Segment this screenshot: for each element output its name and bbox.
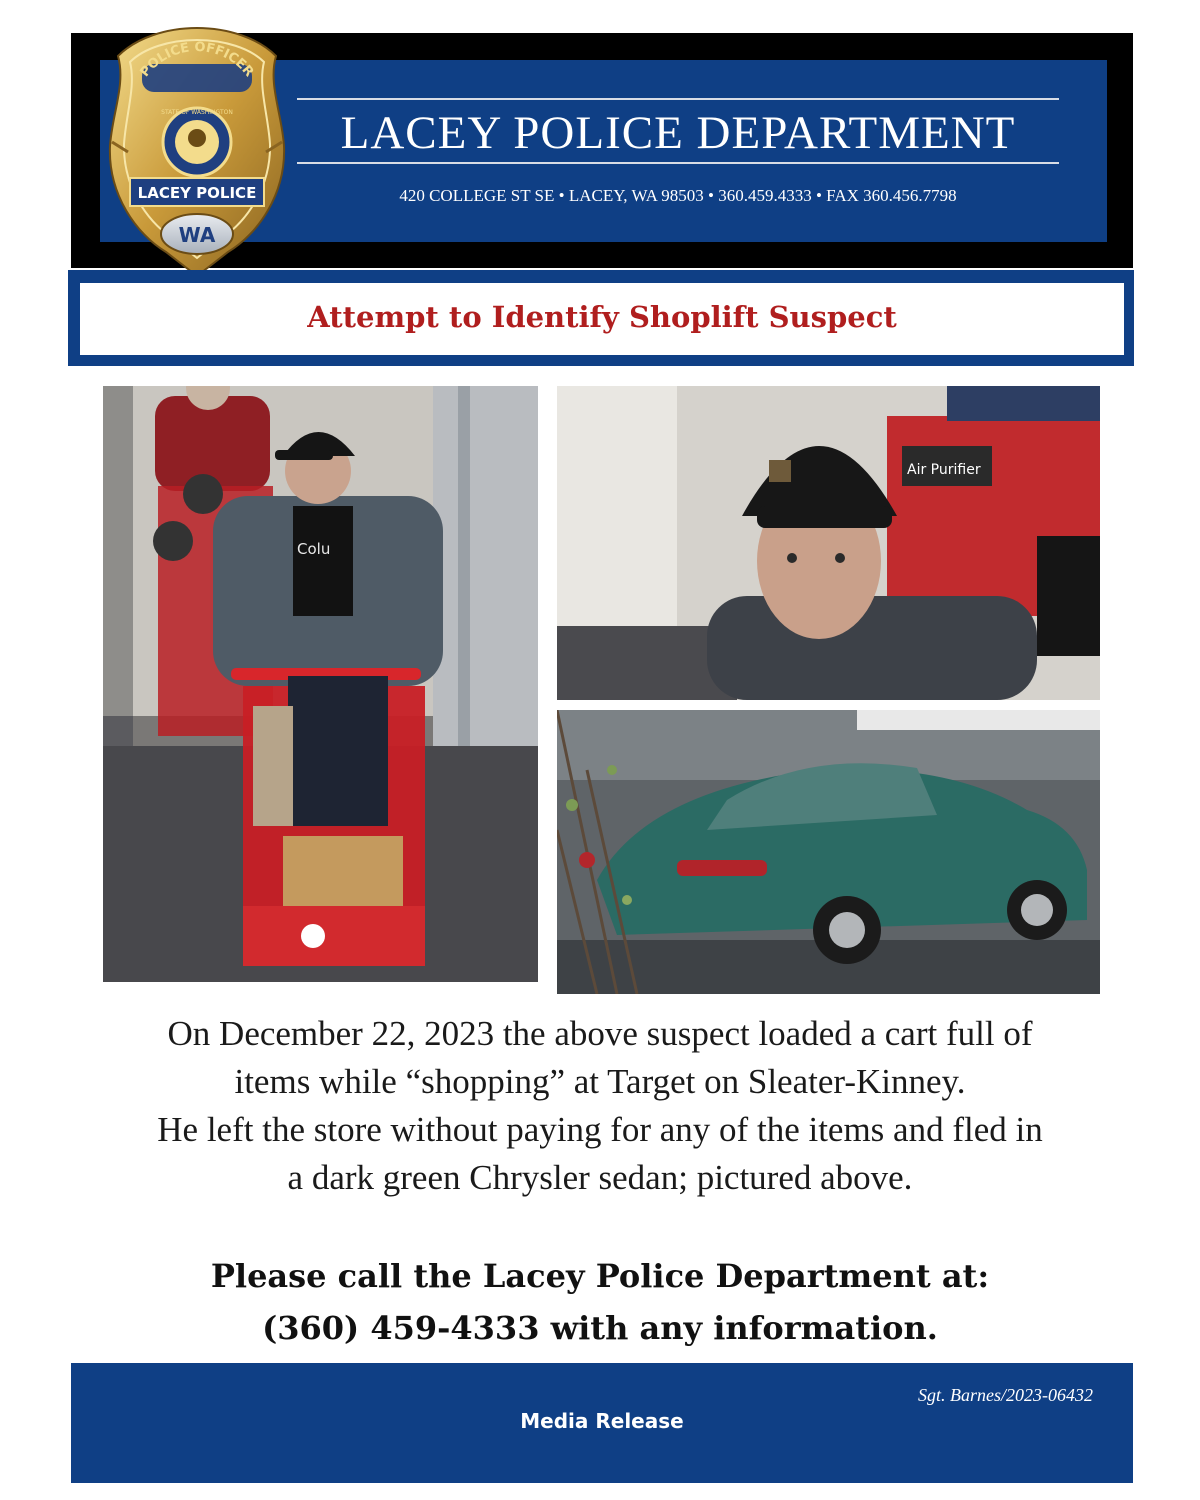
- case-reference: Sgt. Barnes/2023-06432: [918, 1385, 1093, 1405]
- incident-description: [60, 1010, 1140, 1202]
- description-line: On December 22, 2023 the above suspect loaded a cart full of: [167, 1014, 1033, 1053]
- department-address: 420 COLLEGE ST SE • LACEY, WA 98503 • 360.459.4333 • FAX 360.456.7798: [399, 186, 957, 205]
- call-line: Please call the Lacey Police Department at:: [210, 1257, 990, 1295]
- police-badge-icon: [108, 24, 286, 280]
- media-release-label: Media Release: [520, 1409, 684, 1433]
- notice-title: Attempt to Identify Shoplift Suspect: [307, 300, 897, 334]
- call-to-action: [60, 1250, 1140, 1354]
- badge-top-text: POLICE OFFICER: [137, 39, 257, 80]
- shirt-logo-text: Colu: [297, 540, 331, 558]
- badge-seal-text: STATE OF WASHINGTON: [161, 109, 233, 116]
- call-line-phone: (360) 459-4333 with any information.: [262, 1309, 938, 1347]
- suspect-vehicle-photo: [557, 710, 1100, 994]
- suspect-entrance-photo: [103, 386, 538, 982]
- shelf-sign-text: Air Purifier: [907, 462, 981, 478]
- description-line: He left the store without paying for any of the items and fled in: [157, 1110, 1043, 1149]
- department-name: LACEY POLICE DEPARTMENT: [340, 107, 1016, 159]
- header-rule-top: [297, 98, 1059, 100]
- description-line: a dark green Chrysler sedan; pictured above.: [287, 1158, 913, 1197]
- badge-banner-text: LACEY POLICE: [137, 184, 257, 202]
- description-line: items while “shopping” at Target on Sleater-Kinney.: [234, 1062, 966, 1101]
- footer-banner: [71, 1363, 1133, 1483]
- suspect-closeup-photo: [557, 386, 1100, 700]
- header-rule-bottom: [297, 162, 1059, 164]
- badge-state-text: WA: [178, 223, 216, 247]
